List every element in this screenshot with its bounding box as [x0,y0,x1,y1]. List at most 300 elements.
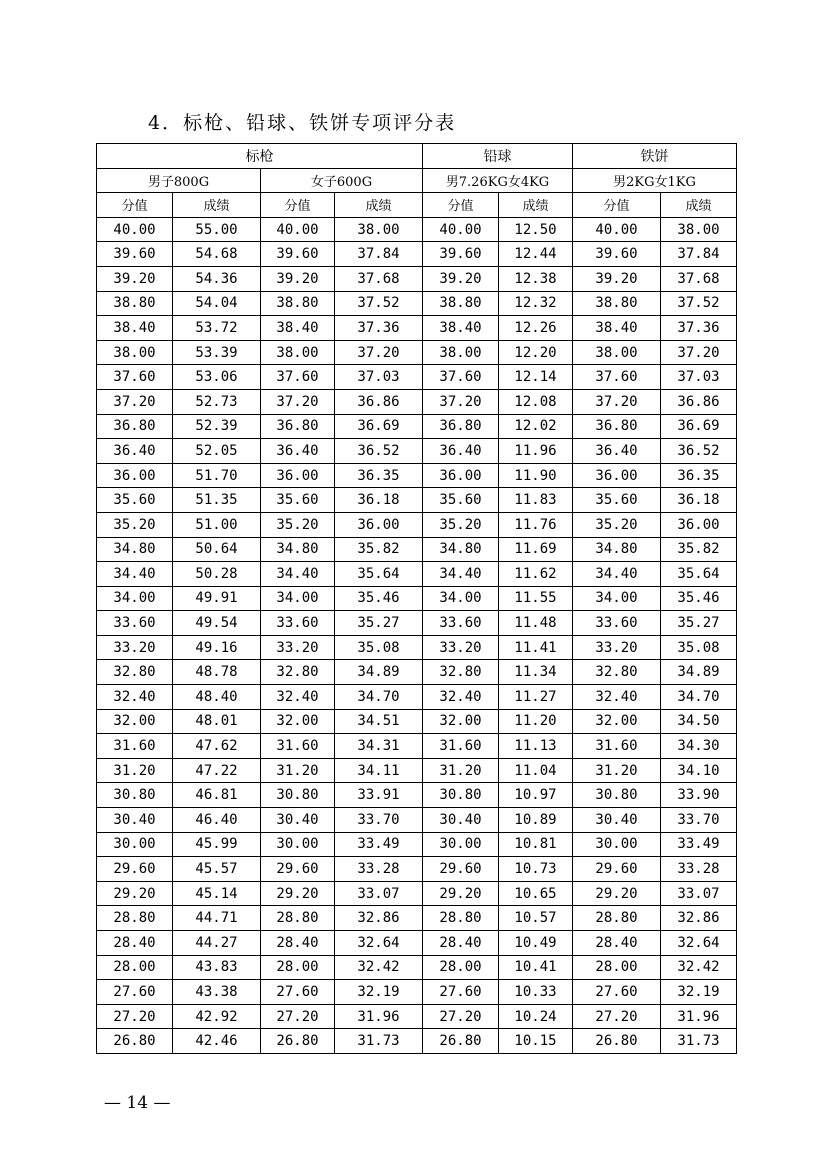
score-points-cell: 30.40 [97,808,173,833]
score-points-cell: 38.00 [573,340,661,365]
table-row [97,857,737,882]
table-row [97,1029,737,1054]
score-points-cell: 32.40 [97,685,173,710]
score-points-cell: 35.60 [423,488,499,513]
table-row [97,242,737,267]
performance-cell: 10.73 [499,857,573,882]
performance-cell: 37.84 [335,242,423,267]
score-points-cell: 30.00 [97,832,173,857]
score-points-cell: 38.00 [423,340,499,365]
score-points-cell: 28.00 [573,955,661,980]
performance-cell: 53.39 [173,340,261,365]
score-points-cell: 34.00 [97,586,173,611]
score-points-cell: 33.60 [261,611,335,636]
performance-cell: 12.02 [499,414,573,439]
score-table [96,143,737,1054]
score-points-cell: 37.20 [261,389,335,414]
col-label: 成绩 [499,193,573,218]
performance-cell: 34.50 [661,709,737,734]
score-points-cell: 39.60 [97,242,173,267]
performance-cell: 47.22 [173,758,261,783]
subgroup-discus: 男2KG女1KG [573,168,737,193]
score-points-cell: 29.60 [261,857,335,882]
performance-cell: 36.35 [661,463,737,488]
performance-cell: 38.00 [661,217,737,242]
table-row [97,955,737,980]
score-points-cell: 27.60 [97,980,173,1005]
performance-cell: 45.14 [173,881,261,906]
table-row [97,512,737,537]
score-points-cell: 38.40 [97,316,173,341]
score-points-cell: 36.00 [261,463,335,488]
score-points-cell: 39.20 [573,266,661,291]
score-points-cell: 30.80 [573,783,661,808]
score-points-cell: 29.20 [573,881,661,906]
score-points-cell: 34.80 [573,537,661,562]
score-points-cell: 29.60 [423,857,499,882]
score-points-cell: 34.40 [573,562,661,587]
score-points-cell: 27.60 [573,980,661,1005]
score-points-cell: 36.40 [423,439,499,464]
score-points-cell: 39.60 [423,242,499,267]
performance-cell: 37.84 [661,242,737,267]
performance-cell: 34.31 [335,734,423,759]
score-points-cell: 38.00 [261,340,335,365]
performance-cell: 10.49 [499,931,573,956]
performance-cell: 11.90 [499,463,573,488]
performance-cell: 10.89 [499,808,573,833]
score-points-cell: 27.20 [261,1004,335,1029]
performance-cell: 35.82 [335,537,423,562]
performance-cell: 36.86 [661,389,737,414]
score-points-cell: 34.80 [261,537,335,562]
score-points-cell: 36.00 [423,463,499,488]
score-points-cell: 38.40 [573,316,661,341]
score-points-cell: 35.60 [573,488,661,513]
score-points-cell: 35.20 [573,512,661,537]
performance-cell: 10.65 [499,881,573,906]
score-points-cell: 32.00 [573,709,661,734]
performance-cell: 36.52 [661,439,737,464]
performance-cell: 52.05 [173,439,261,464]
table-row [97,709,737,734]
score-points-cell: 33.20 [97,635,173,660]
performance-cell: 34.70 [661,685,737,710]
performance-cell: 36.52 [335,439,423,464]
performance-cell: 11.27 [499,685,573,710]
performance-cell: 35.08 [335,635,423,660]
score-points-cell: 34.00 [423,586,499,611]
performance-cell: 52.73 [173,389,261,414]
performance-cell: 34.89 [335,660,423,685]
performance-cell: 42.92 [173,1004,261,1029]
score-points-cell: 31.20 [573,758,661,783]
table-row [97,980,737,1005]
performance-cell: 51.35 [173,488,261,513]
score-points-cell: 38.80 [97,291,173,316]
score-points-cell: 34.00 [573,586,661,611]
group-header-row [97,144,737,169]
performance-cell: 54.04 [173,291,261,316]
table-row [97,783,737,808]
score-table-body [97,217,737,1053]
performance-cell: 34.89 [661,660,737,685]
score-points-cell: 37.60 [261,365,335,390]
performance-cell: 10.81 [499,832,573,857]
table-row [97,439,737,464]
performance-cell: 44.27 [173,931,261,956]
col-label: 成绩 [661,193,737,218]
performance-cell: 10.33 [499,980,573,1005]
performance-cell: 35.46 [335,586,423,611]
score-points-cell: 32.80 [423,660,499,685]
score-points-cell: 32.40 [261,685,335,710]
table-row [97,537,737,562]
score-points-cell: 32.80 [97,660,173,685]
score-points-cell: 32.40 [573,685,661,710]
score-points-cell: 35.20 [97,512,173,537]
performance-cell: 37.36 [661,316,737,341]
performance-cell: 33.49 [335,832,423,857]
score-points-cell: 31.60 [97,734,173,759]
performance-cell: 11.20 [499,709,573,734]
performance-cell: 35.64 [335,562,423,587]
table-row [97,635,737,660]
table-row [97,734,737,759]
performance-cell: 48.40 [173,685,261,710]
score-points-cell: 30.00 [261,832,335,857]
performance-cell: 49.91 [173,586,261,611]
performance-cell: 32.42 [661,955,737,980]
performance-cell: 33.28 [661,857,737,882]
table-row [97,291,737,316]
performance-cell: 51.70 [173,463,261,488]
table-row [97,586,737,611]
table-row [97,365,737,390]
performance-cell: 12.38 [499,266,573,291]
performance-cell: 33.28 [335,857,423,882]
group-shot-put: 铅球 [423,144,573,169]
performance-cell: 36.86 [335,389,423,414]
performance-cell: 37.68 [335,266,423,291]
score-points-cell: 32.80 [573,660,661,685]
group-discus: 铁饼 [573,144,737,169]
performance-cell: 11.48 [499,611,573,636]
performance-cell: 11.76 [499,512,573,537]
performance-cell: 11.34 [499,660,573,685]
score-points-cell: 26.80 [97,1029,173,1054]
table-row [97,266,737,291]
table-row [97,660,737,685]
table-row [97,931,737,956]
performance-cell: 32.86 [661,906,737,931]
performance-cell: 36.00 [661,512,737,537]
performance-cell: 35.08 [661,635,737,660]
performance-cell: 12.08 [499,389,573,414]
table-row [97,808,737,833]
performance-cell: 11.41 [499,635,573,660]
score-points-cell: 28.00 [97,955,173,980]
score-points-cell: 32.00 [261,709,335,734]
score-points-cell: 36.80 [573,414,661,439]
table-row [97,316,737,341]
score-points-cell: 36.00 [573,463,661,488]
performance-cell: 46.81 [173,783,261,808]
performance-cell: 32.64 [335,931,423,956]
score-points-cell: 35.60 [261,488,335,513]
page-title: 4．标枪、铅球、铁饼专项评分表 [148,112,457,134]
score-points-cell: 39.60 [261,242,335,267]
performance-cell: 11.62 [499,562,573,587]
score-points-cell: 30.80 [423,783,499,808]
performance-cell: 33.90 [661,783,737,808]
table-row [97,758,737,783]
performance-cell: 32.42 [335,955,423,980]
score-points-cell: 29.60 [573,857,661,882]
subgroup-javelin-men: 男子800G [97,168,261,193]
score-points-cell: 30.40 [261,808,335,833]
score-points-cell: 28.40 [97,931,173,956]
score-points-cell: 34.40 [261,562,335,587]
performance-cell: 34.30 [661,734,737,759]
performance-cell: 49.16 [173,635,261,660]
performance-cell: 35.46 [661,586,737,611]
performance-cell: 45.57 [173,857,261,882]
score-points-cell: 40.00 [97,217,173,242]
performance-cell: 36.18 [335,488,423,513]
performance-cell: 36.00 [335,512,423,537]
performance-cell: 36.69 [661,414,737,439]
performance-cell: 12.14 [499,365,573,390]
performance-cell: 35.27 [335,611,423,636]
score-points-cell: 26.80 [423,1029,499,1054]
performance-cell: 37.52 [661,291,737,316]
performance-cell: 53.06 [173,365,261,390]
score-points-cell: 34.00 [261,586,335,611]
score-points-cell: 36.80 [423,414,499,439]
performance-cell: 42.46 [173,1029,261,1054]
score-points-cell: 38.40 [423,316,499,341]
score-points-cell: 27.20 [573,1004,661,1029]
performance-cell: 31.73 [335,1029,423,1054]
performance-cell: 43.38 [173,980,261,1005]
score-points-cell: 40.00 [261,217,335,242]
performance-cell: 31.96 [335,1004,423,1029]
score-points-cell: 30.80 [261,783,335,808]
score-points-cell: 38.00 [97,340,173,365]
performance-cell: 35.64 [661,562,737,587]
score-points-cell: 34.80 [97,537,173,562]
score-points-cell: 28.80 [573,906,661,931]
score-points-cell: 30.00 [423,832,499,857]
performance-cell: 32.19 [661,980,737,1005]
performance-cell: 55.00 [173,217,261,242]
performance-cell: 31.96 [661,1004,737,1029]
score-points-cell: 30.40 [573,808,661,833]
performance-cell: 44.71 [173,906,261,931]
score-points-cell: 40.00 [573,217,661,242]
score-points-cell: 27.60 [423,980,499,1005]
performance-cell: 11.69 [499,537,573,562]
performance-cell: 12.50 [499,217,573,242]
score-points-cell: 33.60 [423,611,499,636]
performance-cell: 33.91 [335,783,423,808]
table-row [97,906,737,931]
score-points-cell: 39.20 [261,266,335,291]
score-points-cell: 36.40 [261,439,335,464]
score-points-cell: 27.20 [97,1004,173,1029]
score-points-cell: 33.60 [97,611,173,636]
performance-cell: 33.49 [661,832,737,857]
performance-cell: 12.20 [499,340,573,365]
performance-cell: 34.70 [335,685,423,710]
score-points-cell: 28.40 [423,931,499,956]
score-points-cell: 40.00 [423,217,499,242]
group-javelin: 标枪 [97,144,423,169]
performance-cell: 36.35 [335,463,423,488]
score-points-cell: 31.20 [97,758,173,783]
performance-cell: 10.41 [499,955,573,980]
performance-cell: 37.68 [661,266,737,291]
score-points-cell: 38.80 [423,291,499,316]
score-points-cell: 28.80 [261,906,335,931]
score-points-cell: 26.80 [573,1029,661,1054]
performance-cell: 10.15 [499,1029,573,1054]
score-points-cell: 37.60 [97,365,173,390]
performance-cell: 33.07 [335,881,423,906]
performance-cell: 54.68 [173,242,261,267]
performance-cell: 50.64 [173,537,261,562]
col-label: 分值 [261,193,335,218]
subgroup-header-row [97,168,737,193]
score-points-cell: 38.80 [573,291,661,316]
score-points-cell: 33.60 [573,611,661,636]
performance-cell: 51.00 [173,512,261,537]
score-points-cell: 28.00 [261,955,335,980]
performance-cell: 32.19 [335,980,423,1005]
table-row [97,389,737,414]
performance-cell: 11.13 [499,734,573,759]
performance-cell: 12.32 [499,291,573,316]
score-points-cell: 39.20 [97,266,173,291]
performance-cell: 10.57 [499,906,573,931]
performance-cell: 54.36 [173,266,261,291]
score-points-cell: 28.40 [261,931,335,956]
performance-cell: 48.01 [173,709,261,734]
table-row [97,217,737,242]
score-points-cell: 30.40 [423,808,499,833]
col-label: 分值 [423,193,499,218]
performance-cell: 34.11 [335,758,423,783]
score-points-cell: 36.80 [261,414,335,439]
performance-cell: 37.20 [335,340,423,365]
table-row [97,685,737,710]
score-points-cell: 31.60 [573,734,661,759]
table-row [97,340,737,365]
performance-cell: 11.83 [499,488,573,513]
score-points-cell: 38.80 [261,291,335,316]
page-number: — 14 — [104,1093,171,1113]
score-points-cell: 36.00 [97,463,173,488]
score-points-cell: 37.20 [97,389,173,414]
score-points-cell: 37.20 [423,389,499,414]
table-row [97,1004,737,1029]
performance-cell: 36.18 [661,488,737,513]
performance-cell: 35.27 [661,611,737,636]
performance-cell: 12.44 [499,242,573,267]
score-points-cell: 28.80 [97,906,173,931]
performance-cell: 32.64 [661,931,737,956]
performance-cell: 48.78 [173,660,261,685]
score-points-cell: 26.80 [261,1029,335,1054]
table-row [97,832,737,857]
performance-cell: 36.69 [335,414,423,439]
performance-cell: 33.07 [661,881,737,906]
performance-cell: 38.00 [335,217,423,242]
subgroup-javelin-women: 女子600G [261,168,423,193]
column-label-row [97,193,737,218]
performance-cell: 37.36 [335,316,423,341]
performance-cell: 32.86 [335,906,423,931]
score-points-cell: 36.40 [97,439,173,464]
score-points-cell: 28.00 [423,955,499,980]
score-points-cell: 28.40 [573,931,661,956]
score-points-cell: 36.40 [573,439,661,464]
score-points-cell: 30.00 [573,832,661,857]
table-row [97,881,737,906]
col-label: 成绩 [173,193,261,218]
score-points-cell: 29.20 [97,881,173,906]
performance-cell: 11.55 [499,586,573,611]
score-points-cell: 34.40 [97,562,173,587]
performance-cell: 33.70 [335,808,423,833]
score-points-cell: 32.40 [423,685,499,710]
performance-cell: 12.26 [499,316,573,341]
score-points-cell: 29.60 [97,857,173,882]
score-points-cell: 32.00 [97,709,173,734]
performance-cell: 11.04 [499,758,573,783]
score-points-cell: 28.80 [423,906,499,931]
score-points-cell: 35.60 [97,488,173,513]
performance-cell: 11.96 [499,439,573,464]
table-row [97,611,737,636]
score-points-cell: 27.20 [423,1004,499,1029]
performance-cell: 52.39 [173,414,261,439]
performance-cell: 35.82 [661,537,737,562]
performance-cell: 31.73 [661,1029,737,1054]
score-points-cell: 37.60 [423,365,499,390]
score-points-cell: 33.20 [261,635,335,660]
score-points-cell: 27.60 [261,980,335,1005]
performance-cell: 49.54 [173,611,261,636]
table-row [97,488,737,513]
performance-cell: 37.52 [335,291,423,316]
subgroup-shot-put: 男7.26KG女4KG [423,168,573,193]
score-points-cell: 34.80 [423,537,499,562]
performance-cell: 45.99 [173,832,261,857]
score-points-cell: 33.20 [573,635,661,660]
score-points-cell: 31.60 [261,734,335,759]
score-points-cell: 29.20 [423,881,499,906]
performance-cell: 37.03 [661,365,737,390]
col-label: 成绩 [335,193,423,218]
score-points-cell: 38.40 [261,316,335,341]
performance-cell: 33.70 [661,808,737,833]
score-points-cell: 29.20 [261,881,335,906]
score-points-cell: 36.80 [97,414,173,439]
score-points-cell: 31.60 [423,734,499,759]
score-points-cell: 32.80 [261,660,335,685]
